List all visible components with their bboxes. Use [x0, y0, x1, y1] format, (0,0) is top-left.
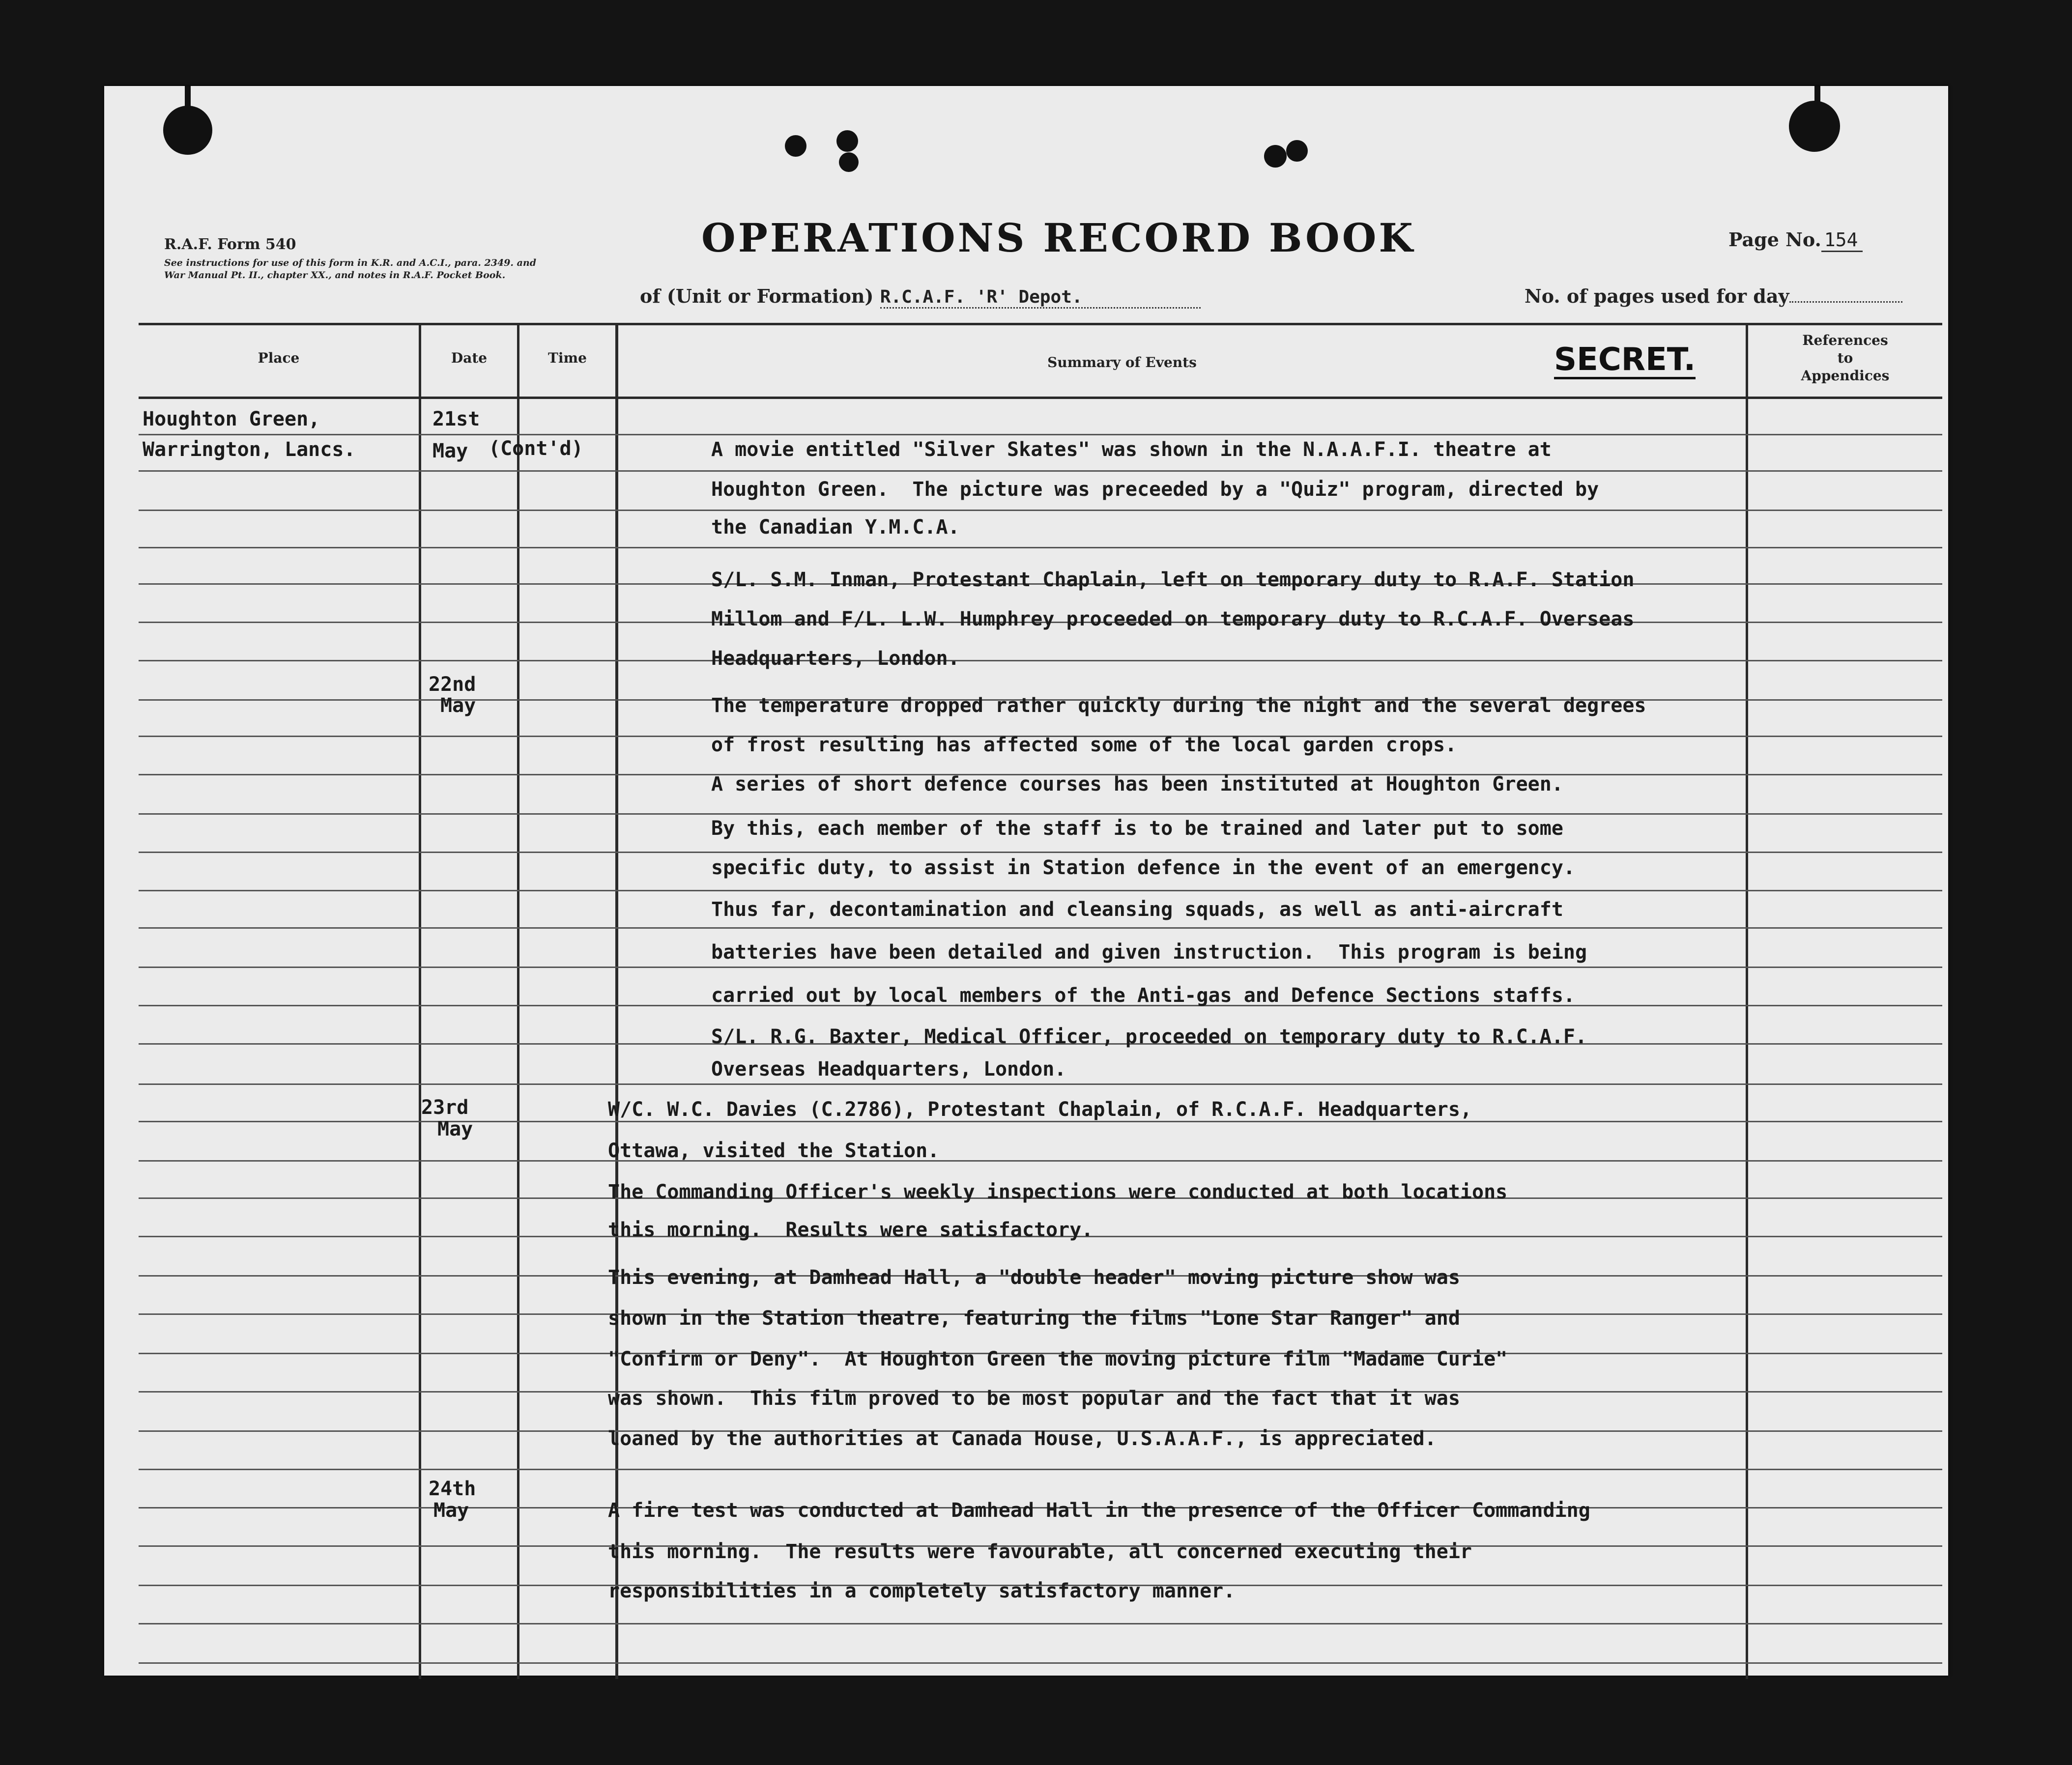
ruled-line — [139, 852, 1942, 853]
entry-line: S/L. S.M. Inman, Protestant Chaplain, left on temporary duty to R.A.F. Station — [711, 569, 1635, 591]
punch-hole — [1264, 145, 1287, 168]
date-month: May — [440, 694, 476, 717]
entry-line: this morning. Results were satisfactory. — [608, 1219, 1094, 1241]
column-divider — [517, 323, 519, 1679]
ruled-line — [139, 1662, 1942, 1664]
entry-line: Ottawa, visited the Station. — [608, 1139, 940, 1162]
ruled-line — [139, 967, 1942, 968]
left-binder-hole — [163, 106, 212, 155]
entry-line: batteries have been detailed and given instruction. This program is being — [711, 941, 1587, 964]
references-line: Appendices — [1801, 368, 1890, 384]
pages-used-field — [1525, 285, 1902, 307]
header-top-rule — [139, 323, 1942, 325]
references-line: References — [1802, 332, 1888, 348]
date-day: 23rd — [421, 1096, 469, 1119]
unit-field — [640, 285, 1201, 307]
date-month: May — [432, 440, 468, 462]
entry-line: "Confirm or Deny". At Houghton Green the moving picture film "Madame Curie" — [608, 1348, 1508, 1370]
entry-line: Overseas Headquarters, London. — [711, 1058, 1066, 1081]
entry-line: W/C. W.C. Davies (C.2786), Protestant Chaplain, of R.C.A.F. Headquarters, — [608, 1098, 1472, 1121]
entry-line: The temperature dropped rather quickly during the night and the several degrees — [711, 694, 1646, 717]
right-binder-hole — [1789, 101, 1840, 152]
punch-hole — [839, 152, 859, 172]
ruled-line — [139, 890, 1942, 891]
entry-line: the Canadian Y.M.C.A. — [711, 516, 960, 539]
date-day: 24th — [429, 1478, 476, 1500]
place-line: Warrington, Lancs. — [143, 438, 356, 461]
page-number — [1728, 228, 1863, 251]
entry-line: Headquarters, London. — [711, 647, 960, 670]
column-divider — [1746, 323, 1748, 1679]
pages-used-value — [1789, 286, 1902, 303]
ruled-line — [139, 813, 1942, 815]
entry-line: this morning. The results were favourable, all concerned executing their — [608, 1540, 1472, 1563]
entry-line: A movie entitled "Silver Skates" was shown in the N.A.A.F.I. theatre at — [711, 438, 1552, 461]
form-instructions: See instructions for use of this form in K.R. and A.C.I., para. 2349. and War Manual Pt. II., chapter XX., and notes in R.A.F. Pocket Book. — [164, 257, 537, 281]
entry-line: responsibilities in a completely satisfactory manner. — [608, 1580, 1236, 1602]
unit-label: of (Unit or Formation) — [640, 285, 874, 307]
entry-line: loaned by the authorities at Canada House, U.S.A.A.F., is appreciated. — [608, 1427, 1437, 1450]
date-day: 21st — [432, 408, 480, 430]
ruled-line — [139, 1160, 1942, 1162]
column-divider — [419, 323, 421, 1679]
ruled-line — [139, 510, 1942, 511]
place-line: Houghton Green, — [143, 408, 320, 430]
entry-line: specific duty, to assist in Station defence in the event of an emergency. — [711, 856, 1575, 879]
entry-line: S/L. R.G. Baxter, Medical Officer, proceeded on temporary duty to R.C.A.F. — [711, 1025, 1587, 1048]
ruled-line — [139, 1083, 1942, 1085]
entry-line: The Commanding Officer's weekly inspections were conducted at both locations — [608, 1181, 1508, 1203]
record-sheet — [104, 86, 1948, 1676]
entry-line: By this, each member of the staff is to be trained and later put to some — [711, 817, 1563, 840]
form-number: R.A.F. Form 540 — [164, 236, 296, 253]
entry-line: was shown. This film proved to be most popular and the fact that it was — [608, 1387, 1460, 1410]
classification-stamp: SECRET. — [1554, 342, 1696, 379]
entry-line: Thus far, decontamination and cleansing squads, as well as anti-aircraft — [711, 898, 1563, 921]
column-header-place: Place — [258, 350, 300, 366]
page-number-value: 154 — [1821, 229, 1863, 252]
ruled-line — [139, 660, 1942, 661]
entry-line: carried out by local members of the Anti-gas and Defence Sections staffs. — [711, 984, 1575, 1007]
punch-hole — [1286, 140, 1308, 162]
date-month: May — [433, 1499, 469, 1522]
entry-line: Houghton Green. The picture was preceeded by a "Quiz" program, directed by — [711, 478, 1599, 501]
column-divider — [615, 323, 618, 1679]
column-header-references — [1748, 332, 1942, 385]
ruled-line — [139, 1469, 1942, 1470]
references-line: to — [1837, 350, 1853, 366]
column-header-summary: Summary of Events — [1047, 354, 1197, 370]
punch-hole — [836, 130, 858, 152]
ruled-line — [139, 1121, 1942, 1122]
ruled-line — [139, 434, 1942, 435]
column-header-time: Time — [548, 350, 587, 366]
punch-hole — [785, 135, 806, 157]
pages-used-label: No. of pages used for day — [1525, 285, 1789, 307]
page-title: OPERATIONS RECORD BOOK — [701, 215, 1415, 261]
ruled-line — [139, 470, 1942, 472]
date-day: 22nd — [429, 673, 476, 696]
entry-line: of frost resulting has affected some of the local garden crops. — [711, 734, 1457, 756]
entry-line: This evening, at Damhead Hall, a "double header" moving picture show was — [608, 1266, 1460, 1289]
column-header-date: Date — [451, 350, 488, 366]
entry-line: Millom and F/L. L.W. Humphrey proceeded on temporary duty to R.C.A.F. Overseas — [711, 608, 1635, 630]
header-bottom-rule — [139, 397, 1942, 399]
entry-line: A series of short defence courses has been instituted at Houghton Green. — [711, 773, 1563, 796]
entry-line: A fire test was conducted at Damhead Hall in the presence of the Officer Commanding — [608, 1499, 1590, 1522]
date-month: May — [437, 1118, 473, 1140]
ruled-line — [139, 927, 1942, 929]
time-entry: (Cont'd) — [489, 437, 583, 460]
unit-value: R.C.A.F. 'R' Depot. — [880, 287, 1201, 309]
ruled-line — [139, 1623, 1942, 1624]
page-number-label: Page No. — [1728, 228, 1821, 251]
ruled-line — [139, 547, 1942, 548]
entry-line: shown in the Station theatre, featuring the films "Lone Star Ranger" and — [608, 1307, 1460, 1330]
